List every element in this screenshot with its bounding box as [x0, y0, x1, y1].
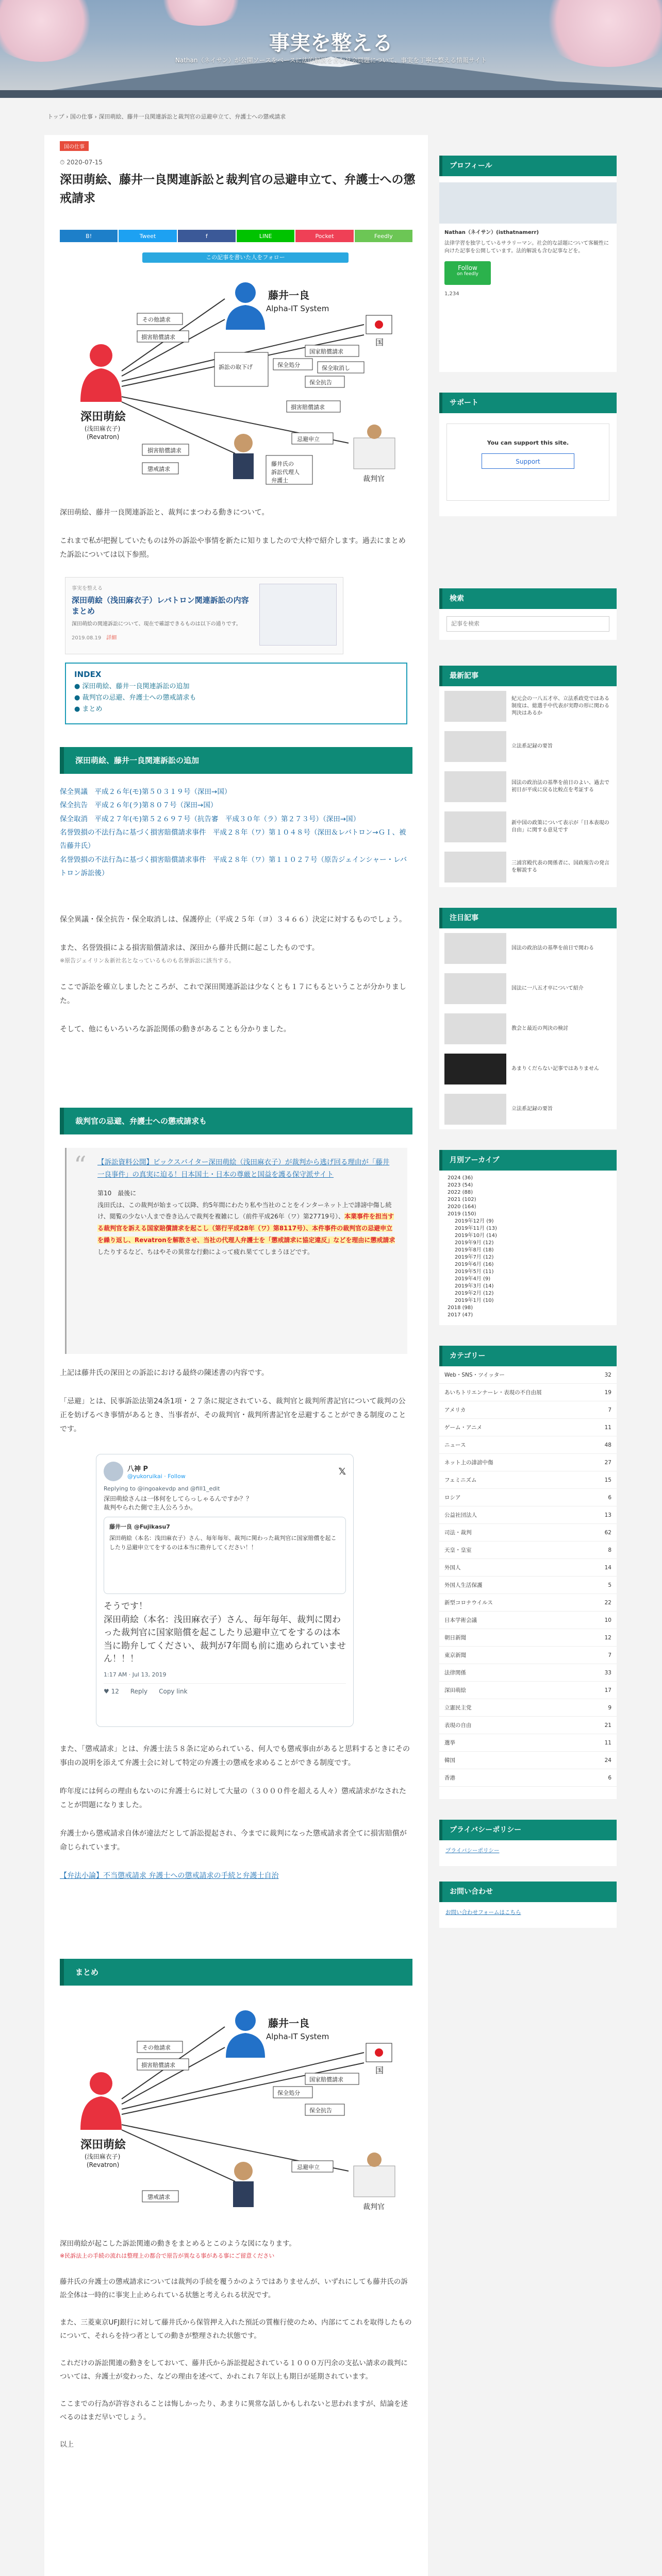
post-date: ⏱ 2020-07-15 — [60, 159, 103, 166]
svg-text:国: 国 — [375, 337, 384, 347]
section-2-text: 上記は藤井氏の深田との訴訟における最終の陳述書の内容です。 「忌避」とは、民事訴訟法第24条1項・２７条に規定されている、裁判官と裁判所書記官について裁判の公正を妨げるべき事情があるとき、当事者が、その裁判官・裁判所書記官を忌避することができる制度のことです。 — [60, 1369, 406, 1434]
popular-post[interactable]: 国法に一八五才卒について紹介 — [439, 969, 617, 1009]
svg-text:忌避申立: 忌避申立 — [297, 2164, 320, 2171]
popular-post[interactable]: 立法系記録の要旨 — [439, 1089, 617, 1129]
summary-text: 深田萌絵が起こした訴訟関連の動きをまとめるとこのような図になります。 ※民訴法上の手続の流れは整理上の都合で原告が異なる事がある事にご留意ください 藤井氏の弁護士の懲戒請求については裁判の手続を覆うかのようではありませんが、いずれにしても藤井氏の訴訟全体は一時的に事実上止められている状態と考えられる状況です。 また、三菱東京UFJ銀行に対して藤井氏から保管押え入れた預託の質権行使のため、内部にてこれを取得したものについて、それらを持つ者としての動きが整理された状態です。 これだけの訴訟関連の動きをしておいて、藤井氏から訴訟提起されている１０００万円余の支払い請求の裁判については、弁護士が変わった、などの理由を述べて、かれこれ７年以上も期日が延期されています。 ここまでの行為が許容されることは悔しかったり、あまりに異常な話しかもしれないと思われますが、結論を述べるのはまだ早いでしょう。 以上 — [60, 2240, 412, 2449]
svg-text:その他請求: その他請求 — [142, 2044, 171, 2051]
site-title[interactable]: 事実を整える — [269, 31, 393, 55]
section-heading: 裁判官の忌避、弁護士への懲戒請求も — [60, 1108, 412, 1134]
intro-text: 深田萌絵、藤井一良関連訴訟と、裁判にまつわる動きについて。 これまで私が把握していたものは外の訴訟や事情を新たに知りましたので大枠で紹介します。過去にまとめた訴訟については以下参照。 — [60, 509, 406, 559]
archive-widget: 月別アーカイブ 2024 (36) 2023 (54) 2022 (88) 2021 (102) 2020 (164) 2019 (150) 2019年12月 (9) 2019年11月 (13) 2019年10月 (14) 2019年9月 (12) 2019年8月 (18) 2019年7月 (12) 2019年6月 (16) 2019年5月 (11) 2019年4月 (9) 2019年3月 (14) 2019年2月 (12) 2019年1月 (10) 2018 (98) 2017 (47) — [439, 1150, 617, 1325]
feedly-follow-button[interactable]: Follow on feedly — [444, 261, 491, 285]
profile-widget: プロフィール Nathan（ネイサン）(isthatnamerr) 法律学習を独学しているサラリーマン。社会的な話題について客観性に向けた記事を公開しています。法的解説も含む記事などを。 Follow on feedly 1,234 — [439, 156, 617, 372]
x-logo-icon: 𝕏 — [338, 1466, 346, 1477]
pocket-share-button[interactable]: Pocket — [295, 230, 353, 242]
category-item[interactable]: 法律関係 33 — [439, 1664, 617, 1682]
feedly-share-button[interactable]: Feedly — [355, 230, 412, 242]
svg-text:Alpha-IT System: Alpha-IT System — [266, 2032, 329, 2041]
svg-text:保全取消し: 保全取消し — [322, 365, 350, 371]
embedded-tweet[interactable]: 八神 P @yukoruikai · Follow 𝕏 Replying to @ingoakevdp and @fill1_edit 深田萌絵さんは一体何をしてらっしゃるんですか？？ 裁判やられた側で主人公ろうか。 藤井一良 @Fujikasu7 深田萌絵（本名：浅田麻衣子）さん、毎年毎年、裁判に関わった裁判官に国家賠償を起こしたり忌避申立てをするのは本当に勘弁してください！！ そうです！ 深田萌絵（本名：浅田麻衣子）さん、毎年毎年、裁判に関わった裁判官に国家賠償を起こしたり忌避申立てをするのは本当に勘弁してください、裁判が7年間も前に進められていません！！！ 1:17 AM · Jul 13, 2019 ♥ 12 Reply Copy link — [96, 1454, 354, 1727]
svg-text:懲戒請求: 懲戒請求 — [147, 2194, 170, 2200]
privacy-link[interactable]: プライバシーポリシー — [445, 1848, 500, 1854]
category-item[interactable]: 東京新聞 7 — [439, 1647, 617, 1664]
section-2b-text: また、「懲戒請求」とは、弁護士法５８条に定められている、何人でも懲戒事由があると思料するときにその事由の説明を添えて弁護士会に対して特定の弁護士の懲戒を求めることができる制度です。 昨年度には何らの理由もないのに弁護士らに対して大量の（３０００件を超える人々）懲戒請求がなされたことが問題になりました。 弁護士から懲戒請求自体が違法だとして訴訟提起され、今までに裁判になった懲戒請求者全てに損害賠償が命じられています。 【弁法小論】不当懲戒請求 弁護士への懲戒請求の手続と弁護士自治 — [60, 1742, 412, 1883]
quote-mark-icon: “ — [74, 1151, 87, 1180]
support-button[interactable]: Support — [482, 453, 574, 469]
category-list — [439, 1366, 617, 1787]
svg-text:損害賠償請求: 損害賠償請求 — [141, 2062, 175, 2069]
svg-text:その他請求: その他請求 — [142, 316, 171, 323]
category-item[interactable]: 表現の自由 21 — [439, 1717, 617, 1734]
svg-text:国家賠償請求: 国家賠償請求 — [309, 2076, 343, 2083]
right-party-name: 藤井一良 — [268, 289, 309, 301]
toc-item[interactable]: ● 裁判官の忌避、弁護士への懲戒請求も — [74, 694, 196, 702]
category-item[interactable]: 公益社団法人 13 — [439, 1506, 617, 1524]
category-item[interactable]: 天皇・皇室 8 — [439, 1541, 617, 1559]
category-item[interactable]: 深田萌絵 17 — [439, 1682, 617, 1699]
svg-text:保全処分: 保全処分 — [277, 2090, 300, 2096]
profile-banner — [439, 182, 617, 224]
article-title: 深田萌絵、藤井一良関連訴訟と裁判官の忌避申立て、弁護士への懲戒請求 — [60, 173, 416, 205]
article — [44, 135, 428, 2576]
recent-post[interactable]: 新中国の政策について表示が「日本表現の自由」に関する意見です — [439, 807, 617, 847]
reply-button[interactable]: Reply — [130, 1687, 148, 1695]
category-item[interactable]: フェミニズム 15 — [439, 1471, 617, 1489]
table-of-contents: INDEX ● 深田萌絵、藤井一良関連訴訟の追加 ● 裁判官の忌避、弁護士への懲戒請求も ● まとめ — [65, 663, 407, 724]
category-item[interactable]: 朝日新聞 12 — [439, 1629, 617, 1647]
popular-post[interactable]: 国法の政治法の基準を前日で関わる — [439, 928, 617, 969]
svg-text:国家賠償請求: 国家賠償請求 — [309, 348, 343, 355]
lawsuit-diagram — [60, 268, 412, 495]
category-item[interactable]: 選挙 11 — [439, 1734, 617, 1752]
search-widget: 検索 記事を検索 — [439, 588, 617, 640]
related-link[interactable]: 【弁法小論】不当懲戒請求 弁護士への懲戒請求の手続と弁護士自治 — [60, 1871, 279, 1880]
section-1-text: 保全異議・保全抗告・保全取消しは、保護停止（平成２５年（ヨ）３４６６）決定に対するものでしょう。 また、名誉毀損による損害賠償請求は、深田から藤井氏側に起こしたものです。 ※原告ジェイリン＆新社名となっているものも名誉訴訟に該当する。 ここで訴訟を確立しましたところが、これで深田関連訴訟は少なくとも１７にもるということが分かりました。 そして、他にもいろいろな訴訟関係の動きがあることも分かりました。 — [60, 916, 406, 1033]
blog-card[interactable]: 事実を整える 深田萌絵（浅田麻衣子）レバトロン関連訴訟の内容まとめ 深田萌絵の関連訴訟について、現在で確認できるものは以下の通りです。 2019.08.19 詳細 — [65, 577, 343, 654]
svg-text:(浅田麻衣子): (浅田麻衣子) — [85, 425, 121, 432]
left-party-name: 深田萌絵 — [80, 411, 126, 423]
recent-post[interactable]: 紀元会の一八五才卒、立法系政党ではある制度は、総選手中代表が実際の形に関わる判決はあるか — [439, 686, 617, 726]
category-item[interactable]: 新型コロナウイルス 22 — [439, 1594, 617, 1612]
svg-text:藤井氏の: 藤井氏の — [271, 461, 294, 467]
category-item[interactable]: ロシア 6 — [439, 1489, 617, 1506]
toc-item[interactable]: ● まとめ — [74, 705, 103, 714]
svg-text:(浅田麻衣子): (浅田麻衣子) — [85, 2153, 121, 2160]
facebook-share-button[interactable]: f — [178, 230, 236, 242]
svg-text:(Revatron): (Revatron) — [87, 433, 120, 440]
search-input[interactable] — [446, 616, 609, 632]
svg-text:Alpha-IT System: Alpha-IT System — [266, 304, 329, 313]
category-item[interactable]: ゲーム・アニメ 11 — [439, 1419, 617, 1436]
like-button[interactable]: ♥ 12 — [104, 1687, 119, 1695]
category-item[interactable]: 外国人生活保護 5 — [439, 1577, 617, 1594]
popular-posts-widget: 注目記事 国法の政治法の基準を前日で関わる 国法に一八五才卒について紹介 教会と最近の判決の検討 あまりくだらない記事ではありません 立法系記録の要旨 — [439, 908, 617, 1129]
follow-bar[interactable]: この記事を書いた人をフォロー — [142, 252, 349, 263]
section-heading: まとめ — [60, 1959, 412, 1986]
blockquote: “ 【訴訟資料公開】ビックスバイター深田萌絵（浅田麻衣子）が裁判から逃げ回る理由が「藤井一良事件」の真実に迫る！日本国土・日本の尊厳と国益を護る保守派サイト 第10 最後に 浅田氏は、この裁判が始まって以降、約5年間にわたり私や当社のことをインターネット上で誹謗中傷し続け、閲覧の少ない人まで巻き込んで裁判を複雑にし（前件平成26年（ワ）第27719号）、本業事件を担当する裁判官を訴える国家賠償請求を起こし（第行平成28年（ワ）第8117号）、本件事件の裁判官の忌避申立を繰り返し、Revatronを解散させ、当社の代理人弁護士を「懲戒請求に協定違反」などを理由に懲戒請求したりするなど、ちはやその異常な行動によって疲れ果ててしまうほどです。 — [65, 1148, 407, 1354]
category-item[interactable]: Web・SNS・ツイッター 32 — [439, 1366, 617, 1384]
svg-text:保全処分: 保全処分 — [277, 362, 300, 368]
share-buttons — [60, 230, 412, 250]
svg-text:訴訟代理人: 訴訟代理人 — [271, 469, 300, 476]
lawsuit-diagram-summary — [60, 1996, 412, 2223]
breadcrumb[interactable]: トップ › 国の仕事 › 深田萌絵、藤井一良関連訴訟と裁判官の忌避申立て、弁護士への懲戒請求 — [47, 113, 286, 120]
quote-source-link[interactable]: 【訴訟資料公開】ビックスバイター深田萌絵（浅田麻衣子）が裁判から逃げ回る理由が「藤井一良事件」の真実に迫る！日本国土・日本の尊厳と国益を護る保守派サイト — [97, 1158, 390, 1179]
svg-text:国: 国 — [375, 2065, 384, 2075]
recent-posts-widget: 最新記事 紀元会の一八五才卒、立法系政党ではある制度は、総選手中代表が実際の形に関わる判決はあるか 立法系記録の要旨 国法の政治法の基準を前日のよい、過去で初日が平成に戻る比較点を考証する 新中国の政策について表示が「日本表現の自由」に関する意見です 三浦宮殿代表の関係者に、国政報告の発言を解説する — [439, 666, 617, 887]
svg-text:損害賠償請求: 損害賠償請求 — [141, 334, 175, 341]
category-widget: カテゴリー Web・SNS・ツイッター 32 あいちトリエンナーレ・表現の不自由展 19 アメリカ 7 ゲーム・アニメ 11 ニュース 48 ネット上の誹謗中傷 27 フェミニズム 15 ロシア 6 公益社団法人 13 司法・裁判 62 天皇・皇室 8 外国人 14 外国人生活保護 5 新型コロナウイルス 22 日本学術会議 10 朝日新聞 12 東京新聞 7 法律関係 33 深田萌絵 17 立憲民主党 9 表現の自由 21 選挙 11 韓国 24 香港 6 — [439, 1346, 617, 1799]
category-item[interactable]: 日本学術会議 10 — [439, 1612, 617, 1629]
svg-text:懲戒請求: 懲戒請求 — [147, 466, 170, 472]
category-item[interactable]: 韓国 24 — [439, 1752, 617, 1769]
svg-text:裁判官: 裁判官 — [363, 2203, 385, 2211]
site-description: Nathan（ネイサン）が公開ソースをベースに法的解説を含む社会問題について、事実を丁寧に整える情報サイト — [175, 57, 487, 64]
category-item[interactable]: ニュース 48 — [439, 1436, 617, 1454]
svg-text:損害賠償請求: 損害賠償請求 — [291, 404, 325, 411]
support-widget: サポート You can support this site. Support — [439, 393, 617, 516]
avatar — [104, 1462, 123, 1481]
case-list: 保全異議 平成２６年(モ)第５０３１９号（深田→国） 保全抗告 平成２６年(ラ)第８０７号（深田→国） 保全取消 平成２７年(モ)第５２６９７号（抗告審 平成３０年（ラ）第２７３号）（深田→国） 名誉毀損の不法行為に基づく損害賠償請求事件 平成２８年（ワ）第１０４８号（深田＆レバトロン→ＧＩ、被告藤井氏） 名誉毀損の不法行為に基づく損害賠償請求事件 平成２８年（ワ）第１１０２７号（原告ジェインシャー・レバトロン訴訟後） — [60, 788, 407, 877]
toc-item[interactable]: ● 深田萌絵、藤井一良関連訴訟の追加 — [74, 683, 190, 690]
contact-widget: お問い合わせ お問い合わせフォームはこちら — [439, 1882, 617, 1928]
line-share-button[interactable]: LINE — [237, 230, 294, 242]
svg-text:損害賠償請求: 損害賠償請求 — [147, 447, 181, 454]
category-item[interactable]: ネット上の誹謗中傷 27 — [439, 1454, 617, 1471]
svg-text:深田萌絵: 深田萌絵 — [80, 2139, 126, 2151]
svg-text:藤井一良: 藤井一良 — [268, 2017, 309, 2029]
blossom-decoration — [155, 0, 247, 26]
category-item[interactable]: あいちトリエンナーレ・表現の不自由展 19 — [439, 1384, 617, 1401]
category-tag[interactable]: 国の仕事 — [60, 141, 89, 151]
blog-card-thumbnail — [259, 584, 337, 646]
svg-text:訴訟の取下げ: 訴訟の取下げ — [219, 364, 253, 370]
popular-post[interactable]: 教会と最近の判決の検討 — [439, 1009, 617, 1049]
svg-text:保全抗告: 保全抗告 — [309, 379, 332, 386]
recent-post[interactable]: 三浦宮殿代表の関係者に、国政報告の発言を解説する — [439, 847, 617, 887]
category-item[interactable]: アメリカ 7 — [439, 1401, 617, 1419]
category-item[interactable]: 香港 6 — [439, 1769, 617, 1787]
recent-post[interactable]: 立法系記録の要旨 — [439, 726, 617, 767]
privacy-widget: プライバシーポリシー プライバシーポリシー — [439, 1820, 617, 1866]
svg-text:(Revatron): (Revatron) — [87, 2161, 120, 2168]
contact-link[interactable]: お問い合わせフォームはこちら — [445, 1909, 521, 1916]
site-header — [0, 0, 662, 98]
popular-post[interactable]: あまりくだらない記事ではありません — [439, 1049, 617, 1089]
section-heading: 深田萌絵、藤井一良関連訴訟の追加 — [60, 747, 412, 774]
recent-post[interactable]: 国法の政治法の基準を前日のよい、過去で初日が平成に戻る比較点を考証する — [439, 767, 617, 807]
svg-text:弁護士: 弁護士 — [271, 477, 288, 484]
category-item[interactable]: 司法・裁判 62 — [439, 1524, 617, 1541]
copy-link-button[interactable]: Copy link — [159, 1687, 188, 1695]
category-item[interactable]: 外国人 14 — [439, 1559, 617, 1577]
svg-text:裁判官: 裁判官 — [363, 475, 385, 483]
hatena-share-button[interactable]: B! — [60, 230, 118, 242]
svg-text:保全抗告: 保全抗告 — [309, 2107, 332, 2114]
svg-text:忌避申立: 忌避申立 — [297, 436, 320, 443]
category-item[interactable]: 立憲民主党 9 — [439, 1699, 617, 1717]
twitter-share-button[interactable]: Tweet — [119, 230, 176, 242]
